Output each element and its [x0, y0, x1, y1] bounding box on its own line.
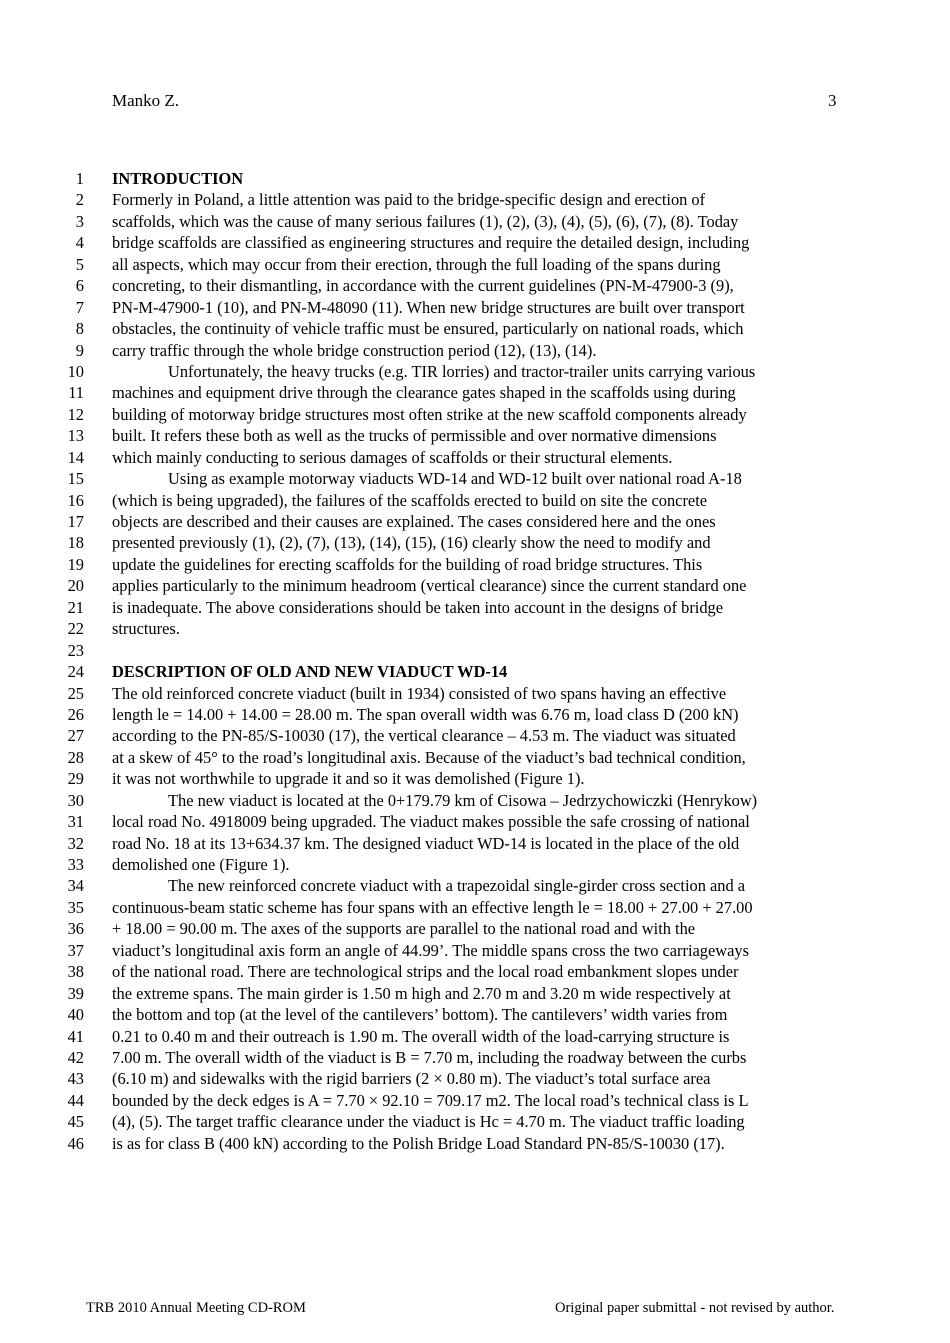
line-number: 42	[67, 1047, 84, 1067]
text-line	[0, 575, 950, 596]
line-text: scaffolds, which was the cause of many serious failures (1), (2), (3), (4), (5), (6), (7), (8). Today	[112, 211, 739, 231]
line-number: 37	[67, 940, 84, 960]
line-text: carry traffic through the whole bridge construction period (12), (13), (14).	[112, 340, 597, 360]
line-number: 35	[67, 897, 84, 917]
line-number: 23	[67, 640, 84, 660]
text-line	[0, 404, 950, 425]
text-line	[0, 275, 950, 296]
line-number: 38	[67, 962, 84, 982]
line-text: length le = 14.00 + 14.00 = 28.00 m. The span overall width was 6.76 m, load class D (200 kN)	[112, 704, 739, 724]
line-text: road No. 18 at its 13+634.37 km. The designed viaduct WD-14 is located in the place of the old	[112, 833, 740, 853]
line-text: The new reinforced concrete viaduct with a trapezoidal single-girder cross section and a	[168, 876, 746, 896]
text-line	[0, 490, 950, 511]
text-line	[0, 640, 950, 661]
line-text: built. It refers these both as well as the trucks of permissible and over normative dimensions	[112, 426, 717, 446]
text-line	[0, 211, 950, 232]
line-text: of the national road. There are technological strips and the local road embankment slopes under	[112, 962, 739, 982]
text-line	[0, 983, 950, 1004]
line-text: machines and equipment drive through the clearance gates shaped in the scaffolds using during	[112, 383, 736, 403]
line-text: continuous-beam static scheme has four spans with an effective length le = 18.00 + 27.00 + 27.00	[112, 897, 753, 917]
line-text: local road No. 4918009 being upgraded. The viaduct makes possible the safe crossing of national	[112, 812, 750, 832]
text-line	[0, 1047, 950, 1068]
line-text: structures.	[112, 619, 180, 639]
line-number: 24	[67, 662, 84, 682]
line-number: 30	[67, 790, 84, 810]
text-line	[0, 1026, 950, 1047]
text-line	[0, 340, 950, 361]
text-line	[0, 189, 950, 210]
line-text: presented previously (1), (2), (7), (13), (14), (15), (16) clearly show the need to modify and	[112, 533, 711, 553]
text-line	[0, 961, 950, 982]
line-text: (4), (5). The target traffic clearance under the viaduct is Hc = 4.70 m. The viaduct traffic loading	[112, 1112, 745, 1132]
line-number: 3	[75, 211, 84, 231]
text-line	[0, 940, 950, 961]
text-line	[0, 811, 950, 832]
line-text: 7.00 m. The overall width of the viaduct is B = 7.70 m, including the roadway between the curbs	[112, 1047, 747, 1067]
section-heading: INTRODUCTION	[112, 169, 244, 188]
footer-note: Original paper submittal - not revised by author.	[555, 1300, 835, 1316]
line-number: 40	[67, 1005, 84, 1025]
line-text: building of motorway bridge structures most often strike at the new scaffold components already	[112, 404, 747, 424]
text-line	[0, 232, 950, 253]
line-text: applies particularly to the minimum headroom (vertical clearance) since the current standard one	[112, 576, 747, 596]
text-line	[0, 683, 950, 704]
line-number: 1	[75, 169, 84, 188]
line-number: 32	[67, 833, 84, 853]
line-number: 12	[67, 404, 84, 424]
text-line	[0, 511, 950, 532]
text-line	[0, 918, 950, 939]
line-text: is inadequate. The above considerations should be taken into account in the designs of bridge	[112, 597, 723, 617]
text-line	[0, 1133, 950, 1154]
text-line	[0, 768, 950, 789]
text-line	[0, 425, 950, 446]
line-number: 13	[67, 426, 84, 446]
line-text: is as for class B (400 kN) according to the Polish Bridge Load Standard PN-85/S-10030 (17).	[112, 1133, 725, 1153]
line-number: 4	[75, 233, 84, 253]
line-number: 6	[75, 276, 84, 296]
text-line	[0, 725, 950, 746]
line-text: + 18.00 = 90.00 m. The axes of the supports are parallel to the national road and with the	[112, 919, 696, 939]
page-number: 3	[828, 91, 837, 110]
line-text: (6.10 m) and sidewalks with the rigid barriers (2 × 0.80 m). The viaduct’s total surface area	[112, 1069, 711, 1089]
line-text: The old reinforced concrete viaduct (built in 1934) consisted of two spans having an effective	[112, 683, 727, 703]
line-text: demolished one (Figure 1).	[112, 855, 290, 874]
text-line	[0, 361, 950, 382]
line-number: 46	[67, 1133, 84, 1153]
line-number: 22	[67, 619, 84, 639]
text-line	[0, 1068, 950, 1089]
line-number: 14	[67, 447, 84, 467]
line-text: objects are described and their causes are explained. The cases considered here and the ones	[112, 512, 716, 531]
text-line	[0, 554, 950, 575]
line-number: 41	[67, 1026, 84, 1046]
text-line	[0, 1004, 950, 1025]
paper-body	[0, 168, 950, 1154]
line-text: Using as example motorway viaducts WD-14 and WD-12 built over national road A-18	[168, 469, 742, 489]
text-line	[0, 854, 950, 875]
line-number: 34	[67, 876, 84, 896]
text-line	[0, 897, 950, 918]
line-text: viaduct’s longitudinal axis form an angle of 44.99’. The middle spans cross the two carriageways	[112, 940, 749, 960]
line-number: 19	[67, 554, 84, 574]
text-line	[0, 875, 950, 896]
line-number: 27	[67, 726, 84, 746]
line-text: 0.21 to 0.40 m and their outreach is 1.90 m. The overall width of the load-carrying structure is	[112, 1026, 730, 1046]
text-line	[0, 447, 950, 468]
line-number: 2	[75, 190, 84, 210]
line-text: all aspects, which may occur from their erection, through the full loading of the spans during	[112, 254, 721, 274]
line-number: 7	[75, 297, 84, 317]
text-line	[0, 747, 950, 768]
line-number: 39	[67, 983, 84, 1003]
text-line	[0, 168, 950, 189]
line-text: it was not worthwhile to upgrade it and so it was demolished (Figure 1).	[112, 769, 585, 789]
line-text: according to the PN-85/S-10030 (17), the vertical clearance – 4.53 m. The viaduct was situated	[112, 726, 736, 746]
line-text: update the guidelines for erecting scaffolds for the building of road bridge structures. This	[112, 554, 703, 574]
line-text: Unfortunately, the heavy trucks (e.g. TIR lorries) and tractor-trailer units carrying various	[168, 361, 756, 381]
line-text: at a skew of 45° to the road’s longitudinal axis. Because of the viaduct’s bad technical condition,	[112, 747, 746, 767]
line-text: (which is being upgraded), the failures of the scaffolds erected to build on site the concrete	[112, 490, 708, 510]
text-line	[0, 790, 950, 811]
line-number: 29	[67, 769, 84, 789]
text-line	[0, 1111, 950, 1132]
line-number: 44	[67, 1090, 84, 1110]
text-line	[0, 597, 950, 618]
line-number: 33	[67, 855, 84, 874]
line-number: 10	[67, 361, 84, 381]
text-line	[0, 468, 950, 489]
line-number: 17	[67, 512, 84, 531]
text-line	[0, 704, 950, 725]
line-number: 31	[67, 812, 84, 832]
line-number: 26	[67, 704, 84, 724]
line-number: 43	[67, 1069, 84, 1089]
line-text: the bottom and top (at the level of the cantilevers’ bottom). The cantilevers’ width varies from	[112, 1005, 728, 1025]
text-line	[0, 833, 950, 854]
line-number: 15	[67, 469, 84, 489]
line-text: obstacles, the continuity of vehicle traffic must be ensured, particularly on national roads, which	[112, 319, 744, 339]
line-text: concreting, to their dismantling, in accordance with the current guidelines (PN-M-47900-3 (9),	[112, 276, 734, 296]
running-header-author: Manko Z.	[112, 91, 180, 110]
text-line	[0, 618, 950, 639]
text-line	[0, 297, 950, 318]
line-number: 21	[67, 597, 84, 617]
text-line	[0, 661, 950, 682]
line-text: Formerly in Poland, a little attention was paid to the bridge-specific design and erection of	[112, 190, 706, 210]
line-text: PN-M-47900-1 (10), and PN-M-48090 (11). When new bridge structures are built over transport	[112, 297, 745, 317]
text-line	[0, 254, 950, 275]
line-text: which mainly conducting to serious damages of scaffolds or their structural elements.	[112, 447, 673, 467]
line-number: 18	[67, 533, 84, 553]
line-number: 45	[67, 1112, 84, 1132]
line-number: 5	[75, 254, 84, 274]
line-number: 11	[68, 383, 84, 403]
line-number: 8	[75, 319, 84, 339]
text-line	[0, 382, 950, 403]
line-number: 36	[67, 919, 84, 939]
text-line	[0, 1090, 950, 1111]
line-text: bridge scaffolds are classified as engineering structures and require the detailed design, including	[112, 233, 750, 253]
section-heading: DESCRIPTION OF OLD AND NEW VIADUCT WD-14	[112, 662, 508, 682]
line-number: 9	[75, 340, 84, 360]
line-number: 28	[67, 747, 84, 767]
line-number: 25	[67, 683, 84, 703]
text-line	[0, 318, 950, 339]
footer-conference: TRB 2010 Annual Meeting CD-ROM	[86, 1300, 306, 1316]
line-text: The new viaduct is located at the 0+179.79 km of Cisowa – Jedrzychowiczki (Henrykow)	[168, 790, 758, 810]
line-number: 16	[67, 490, 84, 510]
line-number: 20	[67, 576, 84, 596]
text-line	[0, 532, 950, 553]
line-text: bounded by the deck edges is A = 7.70 × 92.10 = 709.17 m2. The local road’s technical class is L	[112, 1090, 749, 1110]
line-text: the extreme spans. The main girder is 1.50 m high and 2.70 m and 3.20 m wide respectively at	[112, 983, 731, 1003]
